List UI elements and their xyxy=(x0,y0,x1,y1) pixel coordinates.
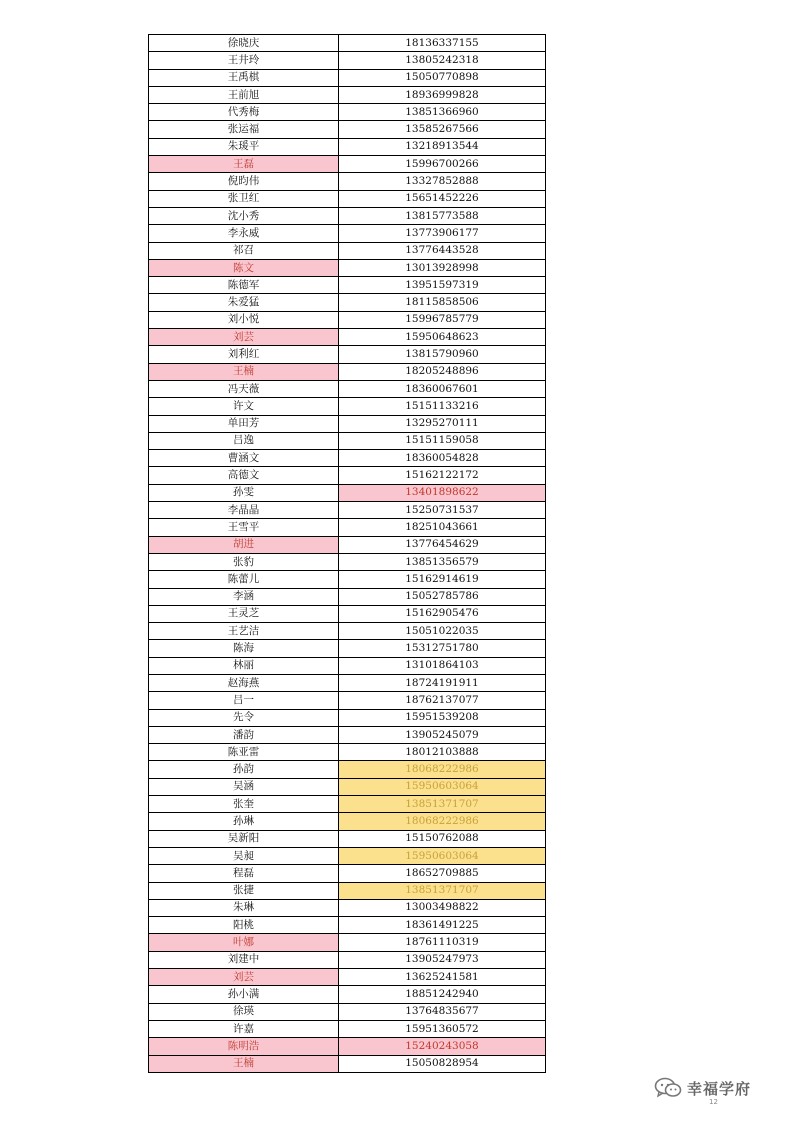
phone-cell: 13401898622 xyxy=(339,484,546,501)
phone-cell: 15162122172 xyxy=(339,467,546,484)
phone-cell: 15052785786 xyxy=(339,588,546,605)
table-row xyxy=(149,432,546,449)
phone-cell: 18251043661 xyxy=(339,519,546,536)
name-cell: 曹涵文 xyxy=(149,450,339,467)
phone-cell: 18652709885 xyxy=(339,865,546,882)
phone-cell: 13003498822 xyxy=(339,899,546,916)
name-cell: 孙小满 xyxy=(149,986,339,1003)
table-row xyxy=(149,726,546,743)
contact-table xyxy=(148,34,546,1073)
table-row xyxy=(149,674,546,691)
phone-cell: 15150762088 xyxy=(339,830,546,847)
name-cell: 刘芸 xyxy=(149,329,339,346)
table-row xyxy=(149,951,546,968)
name-cell: 王楠 xyxy=(149,363,339,380)
phone-cell: 18205248896 xyxy=(339,363,546,380)
phone-cell: 18360054828 xyxy=(339,450,546,467)
name-cell: 王雪平 xyxy=(149,519,339,536)
phone-cell: 15996785779 xyxy=(339,311,546,328)
phone-cell: 13101864103 xyxy=(339,657,546,674)
phone-cell: 15050770898 xyxy=(339,69,546,86)
name-cell: 朱瑗平 xyxy=(149,138,339,155)
phone-cell: 15950603064 xyxy=(339,847,546,864)
phone-cell: 15651452226 xyxy=(339,190,546,207)
table-row xyxy=(149,536,546,553)
name-cell: 张豹 xyxy=(149,553,339,570)
phone-cell: 15312751780 xyxy=(339,640,546,657)
phone-cell: 18360067601 xyxy=(339,380,546,397)
table-row xyxy=(149,329,546,346)
phone-cell: 13625241581 xyxy=(339,969,546,986)
name-cell: 张奎 xyxy=(149,796,339,813)
name-cell: 许文 xyxy=(149,398,339,415)
table-row xyxy=(149,709,546,726)
table-row xyxy=(149,138,546,155)
name-cell: 王前旭 xyxy=(149,86,339,103)
table-row xyxy=(149,623,546,640)
name-cell: 林丽 xyxy=(149,657,339,674)
phone-cell: 13764835677 xyxy=(339,1003,546,1020)
phone-cell: 15050828954 xyxy=(339,1055,546,1072)
watermark-text: 幸福学府 xyxy=(687,1079,752,1098)
table-row xyxy=(149,744,546,761)
name-cell: 吕逸 xyxy=(149,432,339,449)
name-cell: 高德文 xyxy=(149,467,339,484)
phone-cell: 18012103888 xyxy=(339,744,546,761)
name-cell: 王灵芝 xyxy=(149,605,339,622)
table-row xyxy=(149,1020,546,1037)
phone-cell: 15151133216 xyxy=(339,398,546,415)
phone-cell: 13773906177 xyxy=(339,225,546,242)
table-row xyxy=(149,847,546,864)
table-row xyxy=(149,934,546,951)
phone-cell: 18115858506 xyxy=(339,294,546,311)
phone-cell: 15162905476 xyxy=(339,605,546,622)
phone-cell: 13776443528 xyxy=(339,242,546,259)
name-cell: 徐晓庆 xyxy=(149,35,339,52)
table-row xyxy=(149,986,546,1003)
phone-cell: 13851366960 xyxy=(339,104,546,121)
name-cell: 吴新阳 xyxy=(149,830,339,847)
phone-cell: 13327852888 xyxy=(339,173,546,190)
table-row xyxy=(149,173,546,190)
name-cell: 先令 xyxy=(149,709,339,726)
phone-cell: 15240243058 xyxy=(339,1038,546,1055)
phone-cell: 15950603064 xyxy=(339,778,546,795)
table-row xyxy=(149,830,546,847)
phone-cell: 15162914619 xyxy=(339,571,546,588)
phone-cell: 18762137077 xyxy=(339,692,546,709)
name-cell: 祁召 xyxy=(149,242,339,259)
name-cell: 陈文 xyxy=(149,259,339,276)
table-row xyxy=(149,259,546,276)
table-row xyxy=(149,1038,546,1055)
phone-cell: 13585267566 xyxy=(339,121,546,138)
table-row xyxy=(149,311,546,328)
name-cell: 李涵 xyxy=(149,588,339,605)
table-row xyxy=(149,86,546,103)
table-row xyxy=(149,121,546,138)
table-row xyxy=(149,35,546,52)
name-cell: 陈蕾儿 xyxy=(149,571,339,588)
table-row xyxy=(149,571,546,588)
name-cell: 吴昶 xyxy=(149,847,339,864)
name-cell: 吴涵 xyxy=(149,778,339,795)
name-cell: 刘建中 xyxy=(149,951,339,968)
name-cell: 陈亚雷 xyxy=(149,744,339,761)
watermark xyxy=(654,1076,751,1100)
name-cell: 张运福 xyxy=(149,121,339,138)
phone-cell: 13013928998 xyxy=(339,259,546,276)
name-cell: 王磊 xyxy=(149,156,339,173)
table-row xyxy=(149,917,546,934)
phone-cell: 13905247973 xyxy=(339,951,546,968)
contact-table-body xyxy=(149,35,546,1073)
table-row xyxy=(149,190,546,207)
phone-cell: 15151159058 xyxy=(339,432,546,449)
table-row xyxy=(149,363,546,380)
table-row xyxy=(149,865,546,882)
phone-cell: 15996700266 xyxy=(339,156,546,173)
table-row xyxy=(149,796,546,813)
name-cell: 王艺洁 xyxy=(149,623,339,640)
name-cell: 孙琳 xyxy=(149,813,339,830)
name-cell: 王楠 xyxy=(149,1055,339,1072)
phone-cell: 13776454629 xyxy=(339,536,546,553)
phone-cell: 13851371707 xyxy=(339,882,546,899)
table-row xyxy=(149,553,546,570)
name-cell: 刘芸 xyxy=(149,969,339,986)
phone-cell: 15950648623 xyxy=(339,329,546,346)
phone-cell: 18724191911 xyxy=(339,674,546,691)
name-cell: 赵海燕 xyxy=(149,674,339,691)
table-row xyxy=(149,415,546,432)
table-row xyxy=(149,69,546,86)
phone-cell: 13815790960 xyxy=(339,346,546,363)
table-row xyxy=(149,899,546,916)
name-cell: 李永威 xyxy=(149,225,339,242)
table-row xyxy=(149,346,546,363)
table-row xyxy=(149,467,546,484)
name-cell: 刘小悦 xyxy=(149,311,339,328)
table-row xyxy=(149,519,546,536)
name-cell: 陈明浩 xyxy=(149,1038,339,1055)
page-number: 12 xyxy=(709,1098,718,1106)
name-cell: 徐瑛 xyxy=(149,1003,339,1020)
phone-cell: 18068222986 xyxy=(339,761,546,778)
table-row xyxy=(149,450,546,467)
table-row xyxy=(149,156,546,173)
name-cell: 刘利红 xyxy=(149,346,339,363)
name-cell: 陈海 xyxy=(149,640,339,657)
table-row xyxy=(149,294,546,311)
table-row xyxy=(149,761,546,778)
table-row xyxy=(149,207,546,224)
name-cell: 程磊 xyxy=(149,865,339,882)
name-cell: 王井玲 xyxy=(149,52,339,69)
table-row xyxy=(149,104,546,121)
phone-cell: 18361491225 xyxy=(339,917,546,934)
table-row xyxy=(149,380,546,397)
phone-cell: 13218913544 xyxy=(339,138,546,155)
table-row xyxy=(149,692,546,709)
table-row xyxy=(149,882,546,899)
name-cell: 代秀梅 xyxy=(149,104,339,121)
table-row xyxy=(149,969,546,986)
name-cell: 陈德军 xyxy=(149,277,339,294)
phone-cell: 15051022035 xyxy=(339,623,546,640)
name-cell: 王禹棋 xyxy=(149,69,339,86)
name-cell: 张卫红 xyxy=(149,190,339,207)
name-cell: 孙韵 xyxy=(149,761,339,778)
phone-cell: 13851356579 xyxy=(339,553,546,570)
phone-cell: 15951539208 xyxy=(339,709,546,726)
name-cell: 潘韵 xyxy=(149,726,339,743)
table-row xyxy=(149,1055,546,1072)
name-cell: 吕一 xyxy=(149,692,339,709)
table-row xyxy=(149,588,546,605)
name-cell: 朱琳 xyxy=(149,899,339,916)
phone-cell: 18761110319 xyxy=(339,934,546,951)
name-cell: 孙雯 xyxy=(149,484,339,501)
name-cell: 叶娜 xyxy=(149,934,339,951)
table-row xyxy=(149,484,546,501)
table-row xyxy=(149,225,546,242)
name-cell: 倪昀伟 xyxy=(149,173,339,190)
table-row xyxy=(149,398,546,415)
table-row xyxy=(149,1003,546,1020)
name-cell: 阳桃 xyxy=(149,917,339,934)
name-cell: 冯天薇 xyxy=(149,380,339,397)
phone-cell: 15250731537 xyxy=(339,502,546,519)
name-cell: 李晶晶 xyxy=(149,502,339,519)
table-row xyxy=(149,657,546,674)
phone-cell: 13851371707 xyxy=(339,796,546,813)
table-row xyxy=(149,813,546,830)
phone-cell: 18936999828 xyxy=(339,86,546,103)
phone-cell: 13805242318 xyxy=(339,52,546,69)
phone-cell: 13905245079 xyxy=(339,726,546,743)
name-cell: 沈小秀 xyxy=(149,207,339,224)
name-cell: 胡进 xyxy=(149,536,339,553)
phone-cell: 18851242940 xyxy=(339,986,546,1003)
wechat-icon xyxy=(654,1077,682,1099)
name-cell: 单田芳 xyxy=(149,415,339,432)
name-cell: 许嘉 xyxy=(149,1020,339,1037)
phone-cell: 15951360572 xyxy=(339,1020,546,1037)
phone-cell: 13295270111 xyxy=(339,415,546,432)
table-row xyxy=(149,52,546,69)
phone-cell: 18136337155 xyxy=(339,35,546,52)
phone-cell: 13951597319 xyxy=(339,277,546,294)
table-row xyxy=(149,242,546,259)
table-row xyxy=(149,277,546,294)
table-row xyxy=(149,502,546,519)
name-cell: 张捷 xyxy=(149,882,339,899)
phone-cell: 13815773588 xyxy=(339,207,546,224)
phone-cell: 18068222986 xyxy=(339,813,546,830)
table-row xyxy=(149,640,546,657)
table-row xyxy=(149,778,546,795)
name-cell: 朱爱猛 xyxy=(149,294,339,311)
table-row xyxy=(149,605,546,622)
